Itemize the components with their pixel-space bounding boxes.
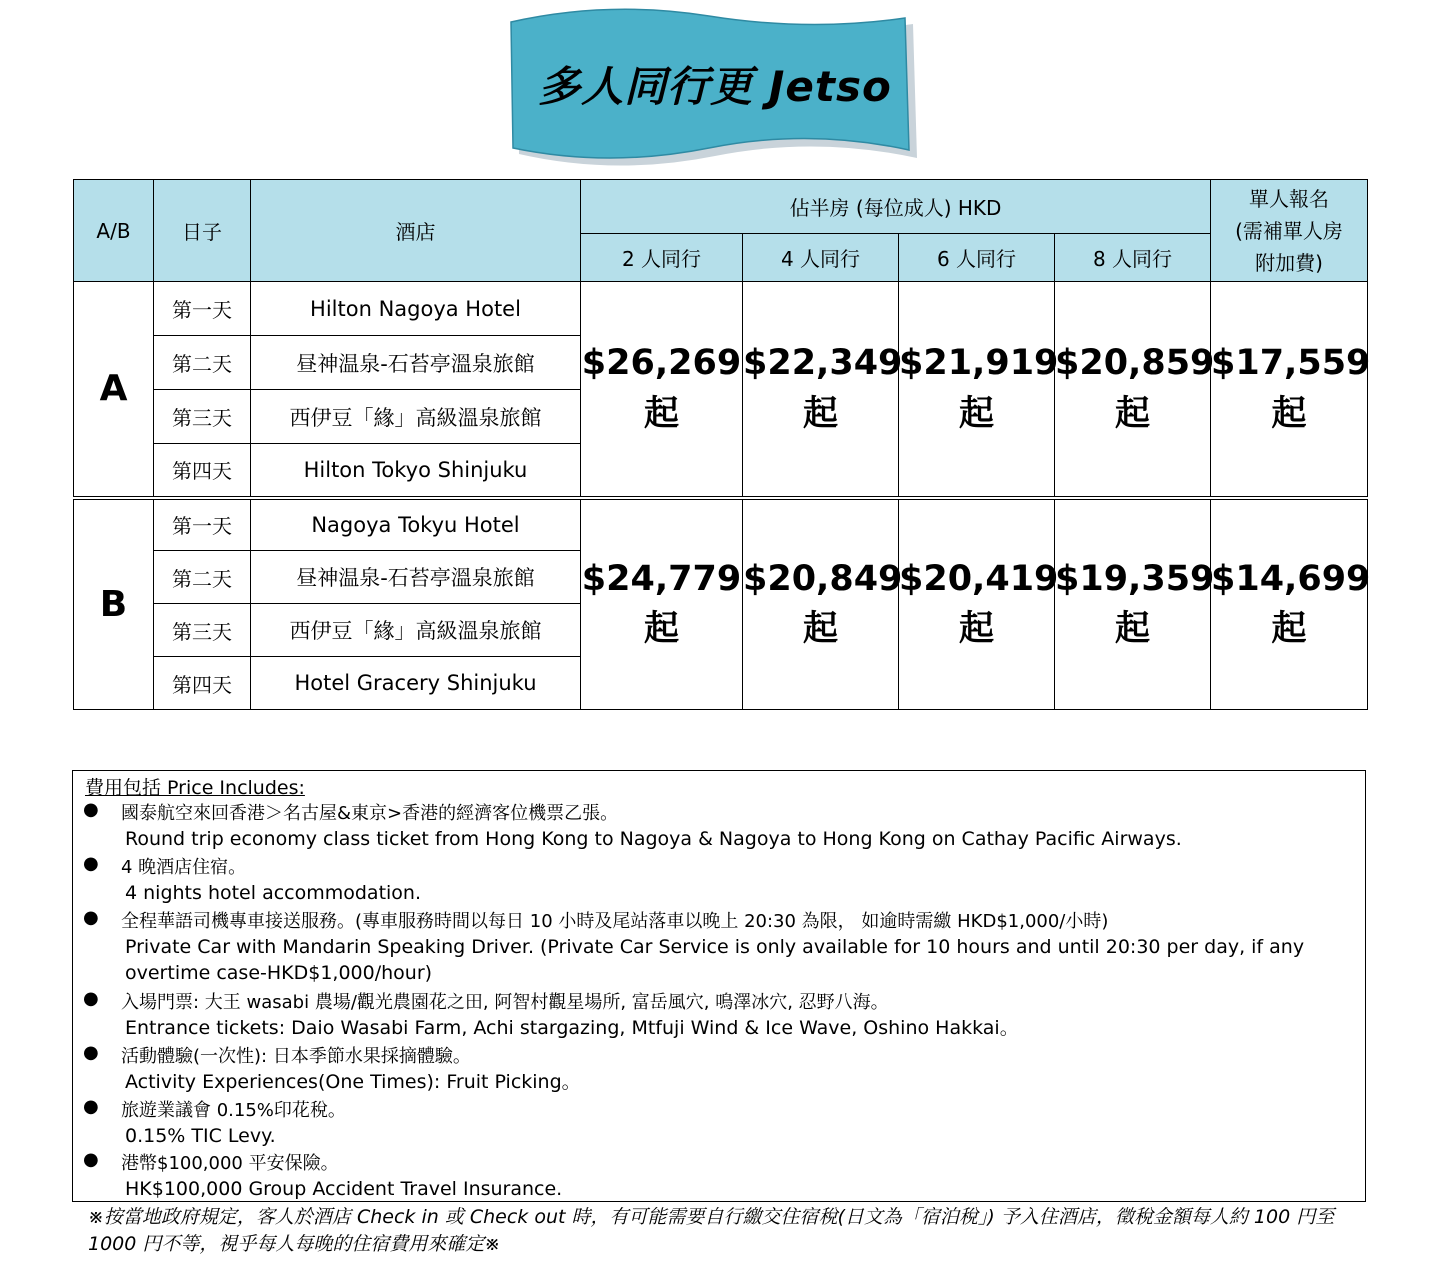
header-group: A/B	[74, 180, 154, 282]
day-cell: 第三天	[154, 604, 251, 657]
includes-heading: 費用包括 Price Includes:	[85, 777, 305, 799]
price-includes-box	[72, 770, 1366, 1202]
day-cell: 第四天	[154, 657, 251, 710]
price-suffix: 起	[958, 393, 994, 434]
header-pax-8: 8 人同行	[1055, 234, 1211, 282]
day-cell: 第四天	[154, 444, 251, 498]
price-value: $24,779	[581, 558, 742, 599]
bullet-icon: ●	[83, 799, 99, 820]
header-pax-2: 2 人同行	[581, 234, 743, 282]
price-value: $20,849	[743, 558, 903, 599]
bullet-icon: ●	[83, 1096, 99, 1117]
group-label-a: A	[74, 282, 154, 498]
hotel-cell: Hilton Nagoya Hotel	[251, 282, 581, 336]
price-a-8pax	[1055, 282, 1215, 498]
include-en: Activity Experiences(One Times): Fruit Picking。	[125, 1071, 581, 1093]
price-a-6pax	[899, 282, 1059, 498]
bullet-icon: ●	[83, 988, 99, 1009]
header-single-line-1: 單人報名	[1249, 186, 1329, 211]
table-row	[74, 498, 1368, 551]
day-cell: 第一天	[154, 282, 251, 336]
price-b-single	[1211, 498, 1371, 710]
price-b-6pax	[899, 498, 1059, 710]
price-b-4pax	[743, 498, 903, 710]
header-single-line-3: 附加費)	[1255, 250, 1323, 275]
day-cell: 第二天	[154, 336, 251, 390]
include-zh: 旅遊業議會 0.15%印花稅。	[121, 1100, 346, 1121]
table-row	[74, 282, 1368, 336]
day-cell: 第二天	[154, 551, 251, 604]
header-single-line-2: (需補單人房	[1235, 218, 1343, 243]
price-value: $14,699	[1211, 558, 1371, 599]
hotel-cell: Hotel Gracery Shinjuku	[251, 657, 581, 710]
price-suffix: 起	[1114, 393, 1150, 434]
price-b-2pax	[581, 498, 743, 710]
include-zh: 4 晚酒店住宿。	[121, 857, 247, 878]
price-suffix: 起	[643, 393, 679, 434]
price-value: $20,419	[899, 558, 1059, 599]
price-suffix: 起	[1271, 609, 1307, 650]
header-hotel: 酒店	[251, 180, 581, 282]
hotel-cell: 西伊豆「緣」高級溫泉旅館	[251, 604, 581, 657]
price-a-2pax	[581, 282, 743, 498]
price-value: $17,559	[1211, 343, 1371, 383]
include-en: 0.15% TIC Levy.	[125, 1125, 276, 1147]
include-en: Round trip economy class ticket from Hong Kong to Nagoya & Nagoya to Hong Kong on Cathay Pacific Airways.	[125, 828, 1182, 850]
price-a-single	[1211, 282, 1371, 498]
price-suffix: 起	[958, 609, 994, 650]
price-suffix: 起	[1114, 609, 1150, 650]
bullet-icon: ●	[83, 907, 99, 928]
include-en: HK$100,000 Group Accident Travel Insurance.	[125, 1178, 563, 1200]
price-suffix: 起	[802, 393, 838, 434]
header-single	[1211, 180, 1368, 282]
include-en: Entrance tickets: Daio Wasabi Farm, Achi stargazing, Mtfuji Wind & Ice Wave, Oshino Hakkai。	[125, 1017, 1019, 1039]
price-b-8pax	[1055, 498, 1215, 710]
price-suffix: 起	[1271, 393, 1307, 434]
hotel-cell: 昼神温泉-石苔亭溫泉旅館	[251, 551, 581, 604]
header-pax-6: 6 人同行	[899, 234, 1055, 282]
price-value: $20,859	[1055, 343, 1215, 383]
price-suffix: 起	[802, 609, 838, 650]
header-pax-4: 4 人同行	[743, 234, 899, 282]
day-cell: 第三天	[154, 390, 251, 444]
include-zh: 活動體驗(一次性): 日本季節水果採摘體驗。	[121, 1046, 471, 1067]
include-en: Private Car with Mandarin Speaking Driver. (Private Car Service is only available for 10 hours and until 20:30 per day, if any overtime case-HKD$1,000/hour)	[125, 936, 1305, 984]
group-label-b: B	[74, 498, 154, 710]
hotel-cell: 昼神温泉-石苔亭溫泉旅館	[251, 336, 581, 390]
price-suffix: 起	[643, 609, 679, 650]
price-table	[73, 179, 1371, 710]
price-value: $21,919	[899, 343, 1059, 383]
price-value: $19,359	[1055, 558, 1215, 599]
bullet-icon: ●	[83, 1042, 99, 1063]
hotel-cell: 西伊豆「緣」高級溫泉旅館	[251, 390, 581, 444]
price-a-4pax	[743, 282, 903, 498]
include-zh: 入場門票: 大王 wasabi 農場/觀光農園花之田, 阿智村觀星場所, 富岳風穴, 鳴澤冰穴, 忍野八海。	[121, 992, 889, 1013]
hotel-cell: Nagoya Tokyu Hotel	[251, 498, 581, 551]
price-value: $26,269	[581, 343, 742, 383]
footnote: ※按當地政府規定，客人於酒店 Check in 或 Check out 時，有可能需要自行繳交住宿稅(日文為「宿泊稅」) 予入住酒店，徵稅金額每人約 100 円至 1000 円不等，視乎每人每晚的住宿費用來確定※	[88, 1206, 1335, 1255]
include-en: 4 nights hotel accommodation.	[125, 882, 422, 904]
header-twin-share: 佔半房 (每位成人) HKD	[581, 180, 1211, 234]
day-cell: 第一天	[154, 498, 251, 551]
include-zh: 港幣$100,000 平安保險。	[121, 1153, 339, 1174]
banner-title: 多人同行更 Jetso	[538, 62, 892, 111]
include-zh: 國泰航空來回香港＞名古屋&東京>香港的經濟客位機票乙張。	[121, 803, 619, 824]
price-value: $22,349	[743, 343, 903, 383]
bullet-icon: ●	[83, 1149, 99, 1170]
bullet-icon: ●	[83, 853, 99, 874]
header-day: 日子	[154, 180, 251, 282]
include-zh: 全程華語司機專車接送服務。(專車服務時間以每日 10 小時及尾站落車以晚上 20:30 為限， 如逾時需繳 HKD$1,000/小時)	[121, 911, 1109, 932]
hotel-cell: Hilton Tokyo Shinjuku	[251, 444, 581, 498]
